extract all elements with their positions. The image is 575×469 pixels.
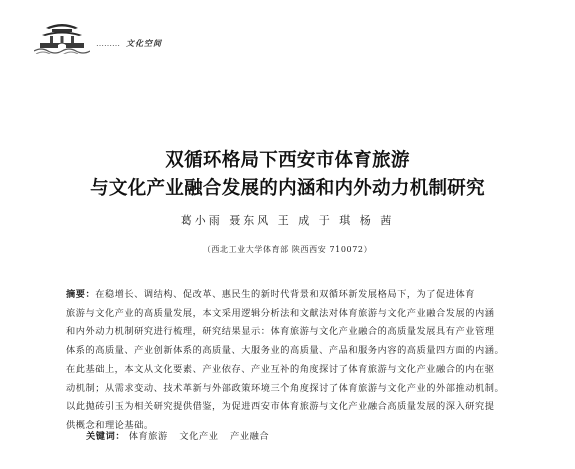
abstract-block [66,286,526,436]
abstract-line: 在此基础上，本文从文化要素、产业依存、产业互补的角度探讨了体育旅游与文化产业融合的内在驱 [66,363,495,375]
abstract-line [66,286,526,305]
page-header [0,0,575,62]
abstract-line: 以此抛砖引玉为相关研究提供借鉴，为促进西安市体育旅游与文化产业融合高质量发展的深入研究提 [66,401,495,413]
city-gate-logo-icon [34,16,90,54]
keyword: 文化产业 [179,431,219,442]
column-label [96,38,162,49]
article-title-line-2: 与文化产业融合发展的内涵和内外动力机制研究 [90,178,485,199]
abstract-label: 摘要： [66,289,96,300]
article-authors: 葛小雨 聂东风 王 成 于 琪 杨 茜 [180,214,395,227]
keyword: 体育旅游 [128,431,168,442]
keyword: 产业融合 [230,431,270,442]
abstract-line: 旅游与文化产业的高质量发展，本文采用逻辑分析法和文献法对体育旅游与文化产业融合发展的内涵 [66,307,495,319]
abstract-line: 动机制；从需求变动、技术革新与外部政策环境三个角度探讨了体育旅游与文化产业的外部推动机制。 [66,382,505,394]
keywords-row [86,428,277,442]
abstract-line: 供概念和理论基础。 [66,419,154,431]
abstract-line: 体系的高质量、产业创新体系的高质量、大服务业的高质量、产品和服务内容的高质量四方面的内涵。 [66,345,505,357]
column-name: 文化空间 [126,39,162,48]
abstract-line: 和内外动力机制研究进行梳理，研究结果显示：体育旅游与文化产业融合的高质量发展具有产业管理 [66,326,495,338]
article-title-line-1: 双循环格局下西安市体育旅游 [165,150,410,171]
keywords-label: 关键词： [86,431,126,442]
abstract-text: 在稳增长、调结构、促改革、惠民生的新时代背景和双循环新发展格局下，为了促进体育 [95,289,475,300]
article-affiliation: （西北工业大学体育部 陕西西安 710072） [202,245,373,254]
column-dots: ……… [96,39,120,48]
